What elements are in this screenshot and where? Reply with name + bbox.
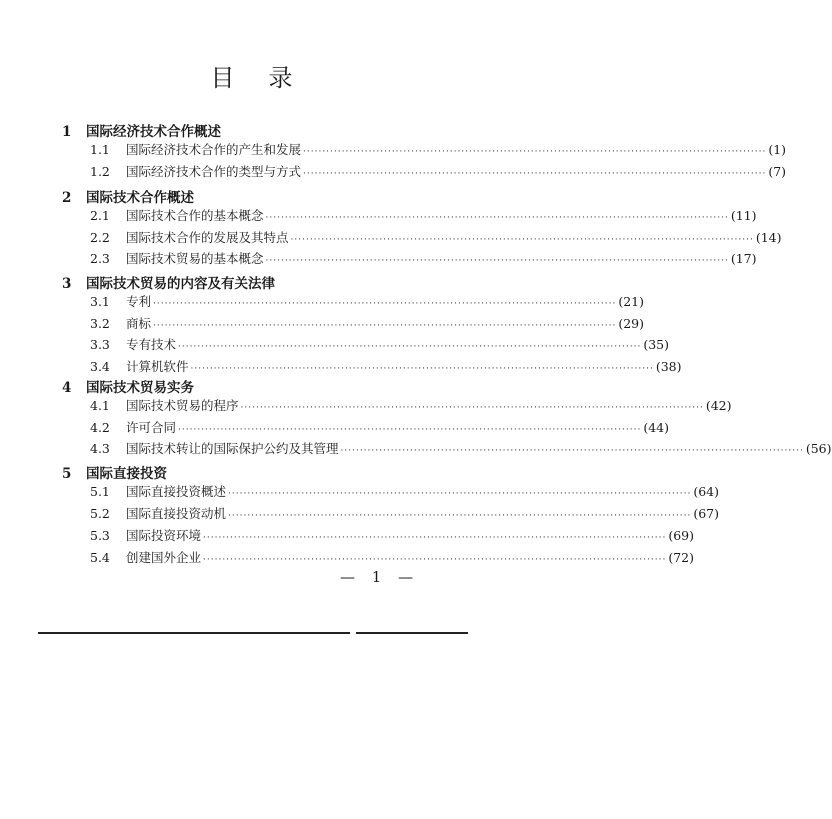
entry-number: 5.2 [90, 506, 110, 521]
toc-entry[interactable] [90, 162, 787, 180]
entry-number: 2.2 [90, 229, 110, 245]
entry-label: 国际经济技术合作的类型与方式 [126, 164, 302, 179]
dot-leader: ························································································································ [153, 320, 617, 331]
entry-label: 国际直接投资动机 [126, 506, 227, 521]
entry-label: 国际投资环境 [126, 528, 202, 543]
chapter-heading [62, 462, 167, 482]
toc-entry[interactable] [90, 335, 669, 353]
entry-page: (64) [693, 484, 719, 499]
entry-page: (7) [768, 164, 787, 179]
chapter-number: 3 [62, 276, 72, 292]
entry-number: 2.1 [90, 208, 110, 223]
dot-leader: ························································································································ [203, 533, 667, 543]
page-number: — 1 — [340, 568, 420, 586]
chapter-number: 5 [62, 466, 72, 482]
entry-page: (44) [643, 419, 669, 435]
toc-entry[interactable] [90, 314, 644, 332]
toc-entry[interactable] [90, 206, 757, 224]
entry-page: (38) [655, 358, 682, 374]
dot-leader: ························································································································ [290, 234, 754, 245]
entry-page: (17) [730, 251, 757, 266]
entry-number: 2.3 [90, 251, 110, 266]
entry-label: 国际技术合作的发展及其特点 [126, 229, 289, 245]
entry-label: 计算机软件 [126, 358, 189, 374]
entry-label: 国际经济技术合作的产生和发展 [126, 142, 302, 157]
entry-number: 1.1 [90, 142, 110, 157]
dot-leader: ························································································································ [228, 511, 692, 521]
entry-page: (35) [643, 337, 669, 352]
dot-leader: ························································································································ [153, 299, 617, 309]
entry-label: 国际技术转让的国际保护公约及其管理 [126, 441, 339, 456]
title-char-2: 录 [268, 64, 295, 92]
toc-entry[interactable] [90, 439, 832, 457]
entry-page: (69) [668, 528, 694, 543]
chapter-title: 国际直接投资 [86, 466, 167, 482]
entry-number: 5.1 [90, 484, 110, 499]
entry-page: (42) [705, 398, 732, 413]
entry-number: 4.1 [90, 398, 110, 413]
chapter-heading [62, 272, 275, 292]
entry-label: 国际技术贸易的基本概念 [126, 251, 264, 266]
entry-page: (1) [768, 142, 787, 157]
bottom-rule-right [356, 632, 468, 634]
entry-number: 3.4 [90, 358, 110, 374]
page-title [0, 58, 505, 93]
entry-label: 许可合同 [126, 419, 177, 435]
entry-number: 1.2 [90, 164, 110, 179]
entry-label: 国际技术贸易的程序 [126, 398, 239, 413]
toc-entry[interactable] [90, 249, 757, 267]
entry-label: 国际直接投资概述 [126, 484, 227, 499]
entry-number: 3.2 [90, 315, 110, 331]
chapter-heading [62, 120, 221, 140]
dot-leader: ························································································································ [190, 363, 654, 374]
title-char-1: 目 [210, 64, 237, 92]
entry-label: 国际技术合作的基本概念 [126, 208, 264, 223]
toc-entry[interactable] [90, 418, 669, 436]
chapter-number: 4 [62, 380, 72, 396]
entry-page: (56) [805, 441, 832, 456]
toc-entry[interactable] [90, 548, 694, 566]
entry-number: 3.1 [90, 294, 110, 309]
dot-leader: ························································································································ [303, 147, 767, 157]
dot-leader: ························································································································ [240, 403, 704, 413]
toc-entry[interactable] [90, 357, 682, 375]
chapter-heading [62, 186, 194, 206]
entry-number: 4.3 [90, 441, 110, 456]
entry-label: 专利 [126, 294, 152, 309]
chapter-title: 国际技术合作概述 [86, 190, 194, 206]
toc-entry[interactable] [90, 292, 644, 310]
dot-leader: ························································································································ [340, 446, 804, 456]
bottom-rule-left [38, 632, 350, 634]
toc-entry[interactable] [90, 482, 719, 500]
toc-entry[interactable] [90, 140, 787, 158]
entry-label: 创建国外企业 [126, 550, 202, 565]
dot-leader: ························································································································ [303, 169, 767, 179]
dot-leader: ························································································································ [178, 424, 642, 435]
chapter-title: 国际经济技术合作概述 [86, 124, 221, 140]
dot-leader: ························································································································ [265, 256, 729, 266]
dot-leader: ························································································································ [228, 489, 692, 499]
entry-number: 5.4 [90, 550, 110, 565]
entry-number: 5.3 [90, 528, 110, 543]
entry-page: (67) [693, 506, 719, 521]
toc-entry[interactable] [90, 228, 782, 246]
dot-leader: ························································································································ [203, 555, 667, 565]
chapter-number: 1 [62, 124, 72, 140]
toc-entry[interactable] [90, 396, 732, 414]
chapter-title: 国际技术贸易实务 [86, 380, 194, 396]
dot-leader: ························································································································ [178, 342, 642, 352]
entry-page: (21) [618, 294, 644, 309]
entry-page: (29) [618, 315, 644, 331]
chapter-title: 国际技术贸易的内容及有关法律 [86, 276, 275, 292]
toc-entry[interactable] [90, 526, 694, 544]
dot-leader: ························································································································ [265, 213, 729, 223]
chapter-number: 2 [62, 190, 72, 206]
entry-number: 3.3 [90, 337, 110, 352]
entry-page: (11) [730, 208, 757, 223]
entry-label: 专有技术 [126, 337, 177, 352]
entry-label: 商标 [126, 315, 152, 331]
toc-entry[interactable] [90, 504, 719, 522]
entry-page: (14) [755, 229, 782, 245]
entry-number: 4.2 [90, 419, 110, 435]
chapter-heading [62, 376, 194, 396]
entry-page: (72) [668, 550, 694, 565]
